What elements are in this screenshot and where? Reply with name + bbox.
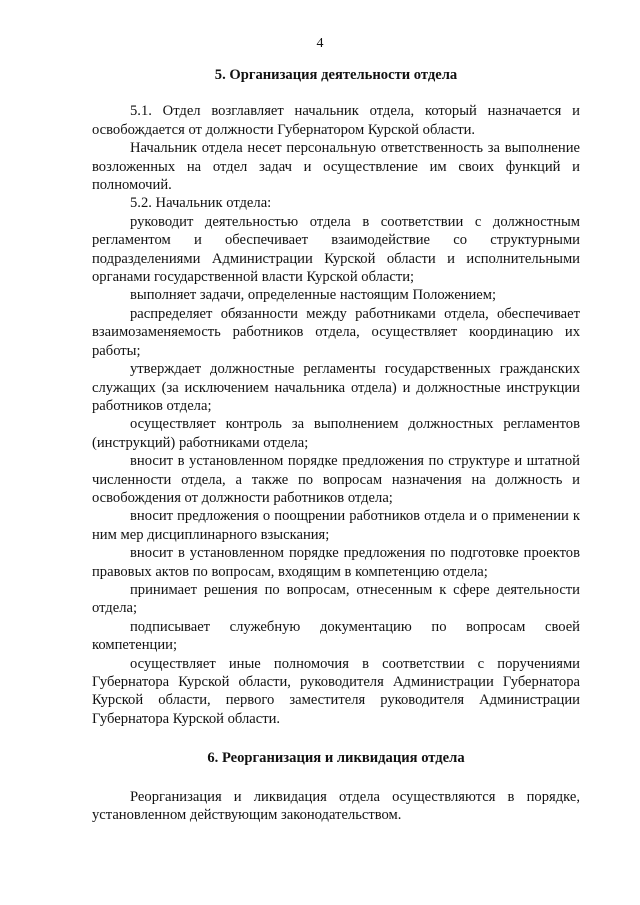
paragraph-duty-sign: подписывает служебную документацию по вопросам своей компетенции; bbox=[92, 618, 580, 654]
section-6-heading: 6. Реорганизация и ликвидация отдела bbox=[207, 750, 465, 767]
paragraph-duty-structure: вносит в установленном порядке предложения по структуре и штатной численности отдела, а также по вопросам назначения на должность и освобождения от должности работников отдела; bbox=[92, 453, 580, 506]
document-body bbox=[92, 66, 580, 824]
paragraph-duty-other: осуществляет иные полномочия в соответствии с поручениями Губернатора Курской области, руководителя Администрации Губернатора Курской области, первого заместителя руководителя Администрации Губернатора Курской области. bbox=[92, 655, 580, 727]
paragraph-duty-legal-acts: вносит в установленном порядке предложения по подготовке проектов правовых актов по вопросам, входящим в компетенцию отдела; bbox=[92, 545, 580, 580]
paragraph-duty-tasks: выполняет задачи, определенные настоящим Положением; bbox=[130, 287, 497, 304]
section-5-heading: 5. Организация деятельности отдела bbox=[214, 67, 458, 83]
paragraph-duty-approve: утверждает должностные регламенты государственных гражданских служащих (за исключением начальника отдела) и должностные инструкции работников отдела; bbox=[92, 361, 580, 414]
paragraph-duty-distribute: распределяет обязанности между работниками отдела, обеспечивает взаимозаменяемость работников отдела, осуществляет координацию их работы; bbox=[92, 305, 580, 359]
paragraph-5-1: 5.1. Отдел возглавляет начальник отдела, который назначается и освобождается от должности Губернатором Курской области. bbox=[92, 103, 580, 138]
paragraph-5-2: 5.2. Начальник отдела: bbox=[130, 195, 272, 212]
paragraph-head-responsibility: Начальник отдела несет персональную ответственность за выполнение возложенных на отдел задач и осуществление им своих функций и полномочий. bbox=[92, 140, 580, 194]
paragraph-duty-decisions: принимает решения по вопросам, отнесенным к сфере деятельности отдела; bbox=[92, 581, 580, 617]
page-number: 4 bbox=[316, 36, 324, 51]
paragraph-duty-rewards: вносит предложения о поощрении работников отдела и о применении к ним мер дисциплинарного взыскания; bbox=[92, 508, 580, 543]
paragraph-duty-control: осуществляет контроль за выполнением должностных регламентов (инструкций) работниками отдела; bbox=[92, 416, 580, 451]
paragraph-reorganization: Реорганизация и ликвидация отдела осуществляются в порядке, установленном действующим законодательством. bbox=[92, 788, 580, 824]
paragraph-duty-manage: руководит деятельностью отдела в соответствии с должностным регламентом и обеспечивает взаимодействие со структурными подразделениями Администрации Курской области и исполнительными органами государственной власти Курской области; bbox=[92, 213, 580, 286]
